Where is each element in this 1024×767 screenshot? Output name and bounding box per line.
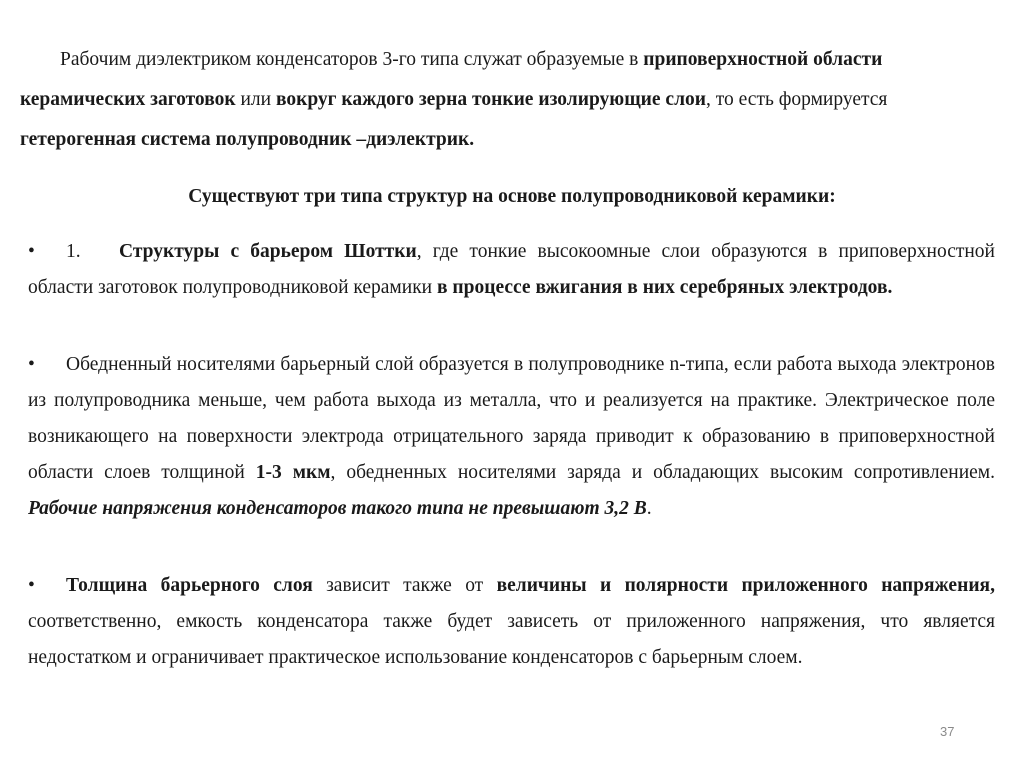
intro-text-2: или xyxy=(235,89,276,110)
intro-bold-3: гетерогенная система полупроводник –диэлектрик. xyxy=(20,129,475,150)
bullet-item-2 xyxy=(28,347,995,527)
intro-bold-2: вокруг каждого зерна тонкие изолирующие слои xyxy=(275,89,707,110)
bullet1-bold-1: Структуры с барьером Шоттки xyxy=(119,241,417,262)
intro-text-3: , то есть формируется xyxy=(706,89,888,110)
bullet3-bold-2: величины и полярности приложенного напряжения, xyxy=(496,575,995,596)
bullet2-text-2: , обедненных носителями заряда и обладающих высоким сопротивлением. xyxy=(330,462,995,483)
bullet1-bold-2: в процессе вжигания в них серебряных электродов. xyxy=(437,277,893,298)
bullet2-text-3: . xyxy=(646,498,652,519)
intro-text-1: Рабочим диэлектриком конденсаторов 3-го типа служат образуемые в xyxy=(60,49,644,70)
bullet1-text-1: , где тонкие высокоомные слои образуются в приповерхностной области заготовок полупроводниковой керамики xyxy=(28,241,995,298)
bullet3-text-2: соответственно, емкость конденсатора также будет зависеть от приложенного напряжения, что является недостатком и ограничивает практическое использование конденсаторов с барьерным слоем. xyxy=(28,611,995,668)
bullet3-text-1: зависит также от xyxy=(312,575,497,596)
section-heading: Существуют три типа структур на основе полупроводниковой керамики: xyxy=(188,186,836,207)
bullet-dot: • xyxy=(28,575,35,596)
intro-bold-1: приповерхностной области керамических заготовок xyxy=(20,49,883,110)
bullet2-bold-italic-1: Рабочие напряжения конденсаторов такого типа не превышают 3,2 В xyxy=(28,498,647,519)
bullet-number: 1. xyxy=(66,241,81,262)
bullet-item-1 xyxy=(28,234,995,306)
page-number: 37 xyxy=(940,724,955,739)
bullet-item-3 xyxy=(28,568,995,676)
bullet3-bold-1: Толщина барьерного слоя xyxy=(66,575,313,596)
bullet2-text-1: Обедненный носителями барьерный слой образуется в полупроводнике n-типа, если работа выхода электронов из полупроводника меньше, чем работа выхода из металла, что и реализуется на практике. Электрическое поле возникающего на поверхности электрода отрицательного заряда приводит к образованию в приповерхностной области слоев толщиной xyxy=(28,354,995,483)
intro-paragraph xyxy=(20,40,995,160)
bullet-dot: • xyxy=(28,354,35,375)
bullet-dot: • xyxy=(28,241,35,262)
bullet2-bold-1: 1-3 мкм xyxy=(255,462,331,483)
